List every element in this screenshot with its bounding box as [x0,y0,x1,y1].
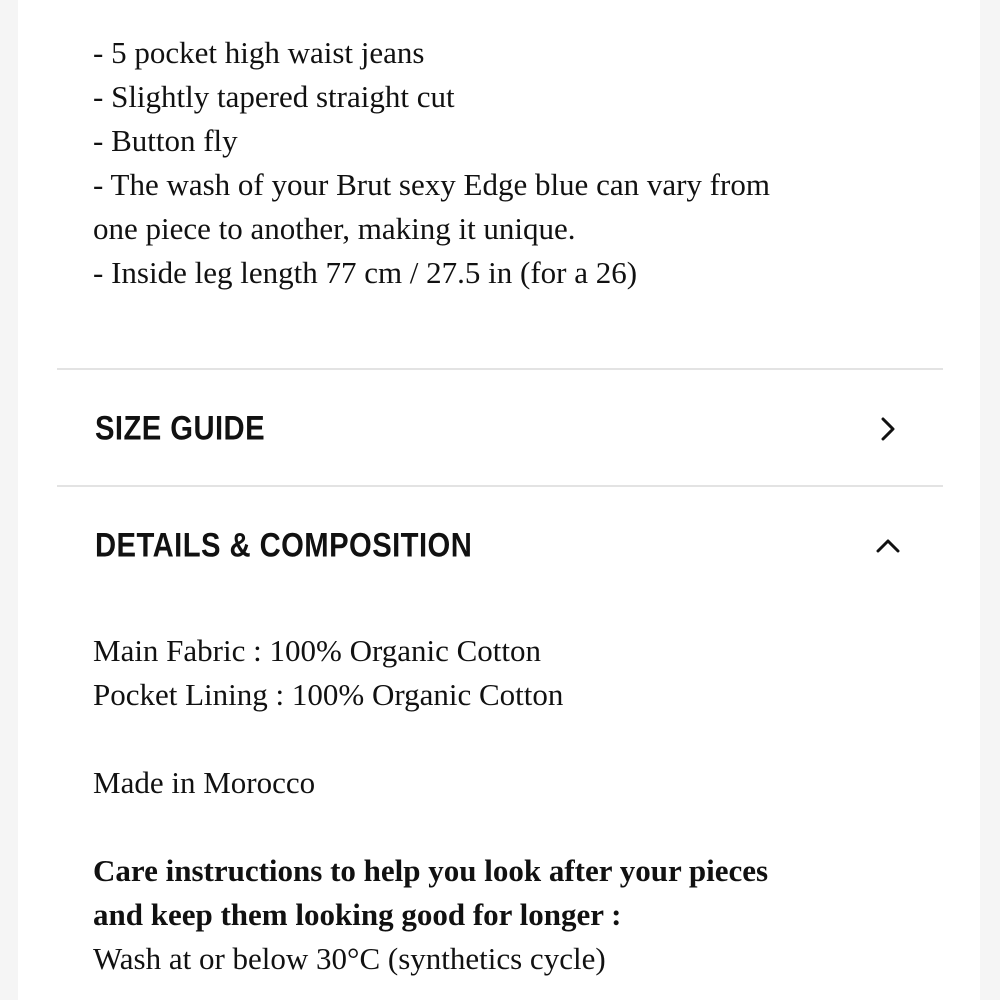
product-description [93,31,933,295]
details-composition-content [93,629,953,981]
divider [57,368,943,370]
description-line: - Button fly [93,123,238,158]
made-in-text: Made in Morocco [93,765,316,800]
details-composition-accordion-header[interactable] [57,488,943,604]
spacer [93,805,953,849]
description-line: one piece to another, making it unique. [93,211,576,246]
details-composition-title: DETAILS & COMPOSITION [95,526,473,565]
care-instructions-heading: Care instructions to help you look after your pieces [93,853,769,888]
size-guide-title: SIZE GUIDE [95,409,266,448]
care-instructions-heading: and keep them looking good for longer : [93,897,622,932]
size-guide-accordion-header[interactable] [57,371,943,487]
divider [57,485,943,487]
spacer [93,717,953,761]
pocket-lining-text: Pocket Lining : 100% Organic Cotton [93,677,564,712]
care-wash-text: Wash at or below 30°C (synthetics cycle) [93,941,606,976]
description-line: - The wash of your Brut sexy Edge blue can vary from [93,167,770,202]
chevron-right-icon [875,416,901,442]
description-line: - Inside leg length 77 cm / 27.5 in (for a 26) [93,255,638,290]
main-fabric-text: Main Fabric : 100% Organic Cotton [93,633,542,668]
description-line: - Slightly tapered straight cut [93,79,455,114]
chevron-up-icon [875,533,901,559]
description-line: - 5 pocket high waist jeans [93,35,425,70]
